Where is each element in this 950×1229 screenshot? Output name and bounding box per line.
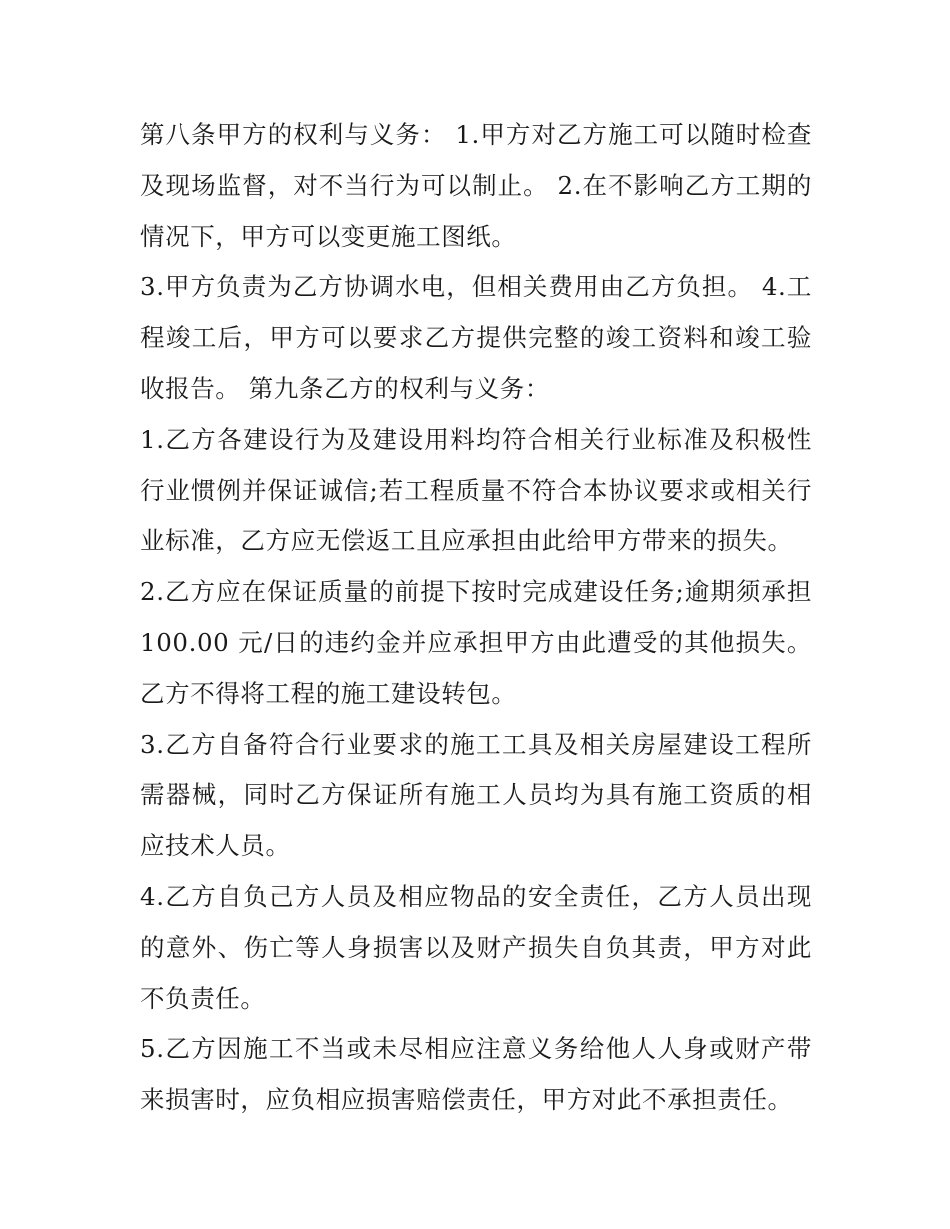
paragraph-party-b-clause-2: 2.乙方应在保证质量的前提下按时完成建设任务;逾期须承担100.00 元/日的违约金并应承担甲方由此遭受的其他损失。乙方不得将工程的施工建设转包。 [140, 577, 813, 708]
paragraph-clause-3-4: 3.甲方负责为乙方协调水电，但相关费用由乙方负担。 4.工程竣工后，甲方可以要求乙方提供完整的竣工资料和竣工验收报告。 第九条乙方的权利与义务： [140, 272, 812, 403]
paragraph-article-8: 第八条甲方的权利与义务： 1.甲方对乙方施工可以随时检查及现场监督，对不当行为可以制止。 2.在不影响乙方工期的情况下，甲方可以变更施工图纸。 [140, 120, 812, 251]
paragraph-party-b-clause-1: 1.乙方各建设行为及建设用料均符合相关行业标准及积极性行业惯例并保证诚信;若工程质量不符合本协议要求或相关行业标准，乙方应无偿返工且应承担由此给甲方带来的损失。 [140, 424, 812, 556]
document-body [140, 110, 812, 1126]
paragraph-party-b-clause-3: 3.乙方自备符合行业要求的施工工具及相关房屋建设工程所需器械，同时乙方保证所有施工人员均为具有施工资质的相应技术人员。 [140, 729, 812, 861]
paragraph-party-b-clause-4: 4.乙方自负己方人员及相应物品的安全责任，乙方人员出现的意外、伤亡等人身损害以及财产损失自负其责，甲方对此不负责任。 [140, 881, 812, 1013]
paragraph-party-b-clause-5: 5.乙方因施工不当或未尽相应注意义务给他人人身或财产带来损害时，应负相应损害赔偿责任，甲方对此不承担责任。 [140, 1034, 812, 1115]
